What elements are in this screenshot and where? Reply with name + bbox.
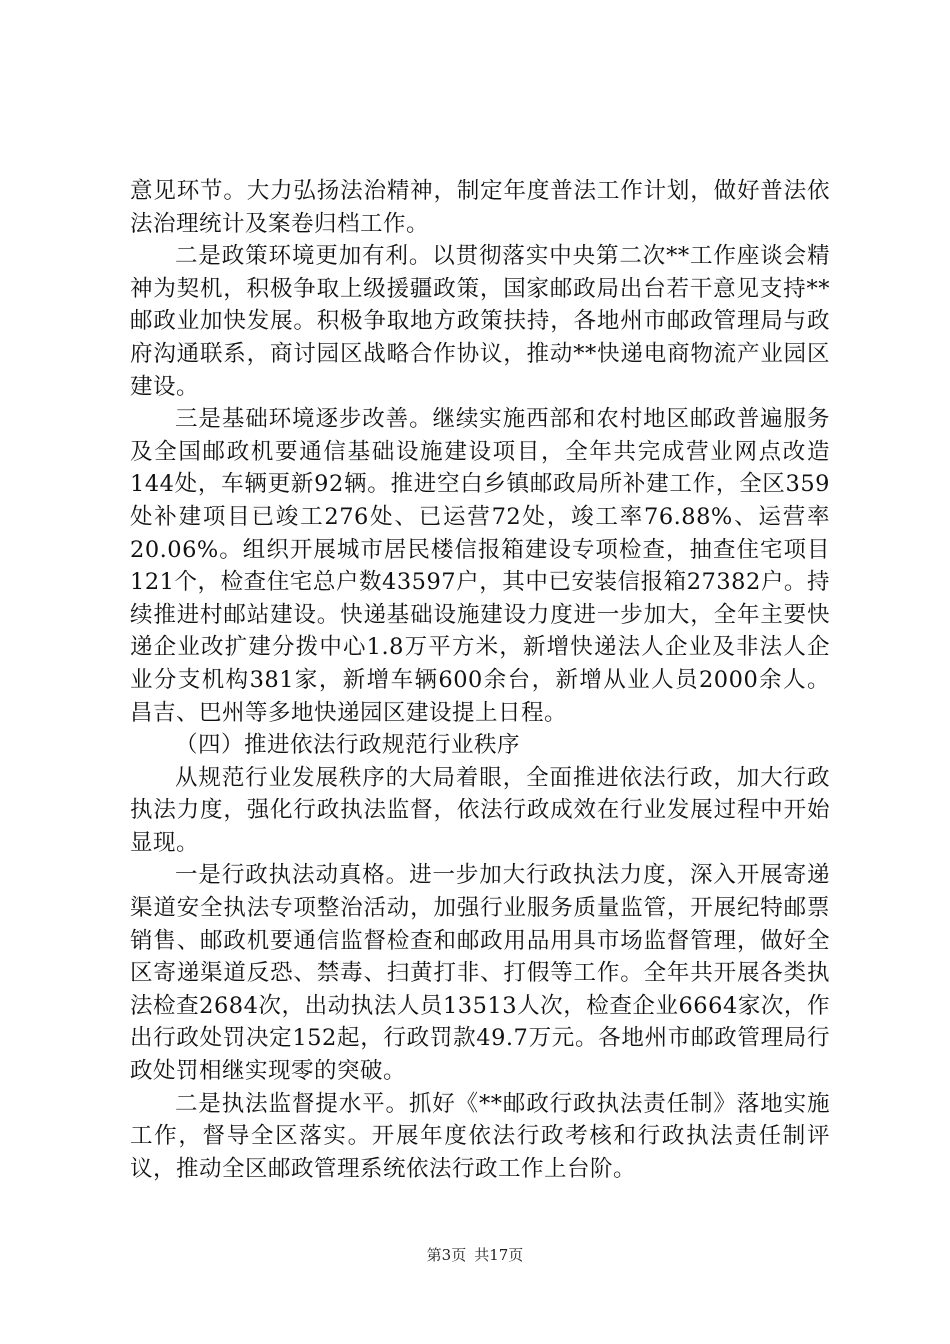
current-page-number: 第3页 [426, 1246, 467, 1264]
paragraph-3: 三是基础环境逐步改善。继续实施西部和农村地区邮政普遍服务及全国邮政机要通信基础设施建设项目，全年共完成营业网点改造144处，车辆更新92辆。推进空白乡镇邮政局所补建工作，全区359处补建项目已竣工276处、已运营72处，竣工率76.88%、运营率20.06%。组织开展城市居民楼信报箱建设专项检查，抽查住宅项目121个，检查住宅总户数43597户，其中已安装信报箱27382户。持续推进村邮站建设。快递基础设施建设力度进一步加大，全年主要快递企业改扩建分拨中心1.8万平方米，新增快递法人企业及非法人企业分支机构381家，新增车辆600余台，新增从业人员2000余人。昌吉、巴州等多地快递园区建设提上日程。 [130, 406, 830, 726]
paragraph-6: 一是行政执法动真格。进一步加大行政执法力度，深入开展寄递渠道安全执法专项整治活动，加强行业服务质量监管，开展纪特邮票销售、邮政机要通信监督检查和邮政用品用具市场监督管理，做好全区寄递渠道反恐、禁毒、扫黄打非、打假等工作。全年共开展各类执法检查2684次，出动执法人员13513人次，检查企业6664家次，作出行政处罚决定152起，行政罚款49.7万元。各地州市邮政管理局行政处罚相继实现零的突破。 [130, 862, 830, 1085]
paragraph-5: 从规范行业发展秩序的大局着眼，全面推进依法行政，加大行政执法力度，强化行政执法监督，依法行政成效在行业发展过程中开始显现。 [130, 764, 830, 856]
page-footer [0, 1245, 950, 1265]
section-heading: （四）推进依法行政规范行业秩序 [175, 732, 521, 759]
paragraph-7: 二是执法监督提水平。抓好《**邮政行政执法责任制》落地实施工作，督导全区落实。开展年度依法行政考核和行政执法责任制评议，推动全区邮政管理系统依法行政工作上台阶。 [130, 1090, 830, 1182]
paragraph-2: 二是政策环境更加有利。以贯彻落实中央第二次**工作座谈会精神为契机，积极争取上级援疆政策，国家邮政局出台若干意见支持**邮政业加快发展。积极争取地方政策扶持，各地州市邮政管理局与政府沟通联系，商讨园区战略合作协议，推动**快递电商物流产业园区建设。 [130, 243, 830, 400]
paragraph-1: 意见环节。大力弘扬法治精神，制定年度普法工作计划，做好普法依法治理统计及案卷归档工作。 [130, 178, 830, 237]
total-page-count: 共17页 [474, 1246, 524, 1264]
document-body [130, 175, 830, 1185]
